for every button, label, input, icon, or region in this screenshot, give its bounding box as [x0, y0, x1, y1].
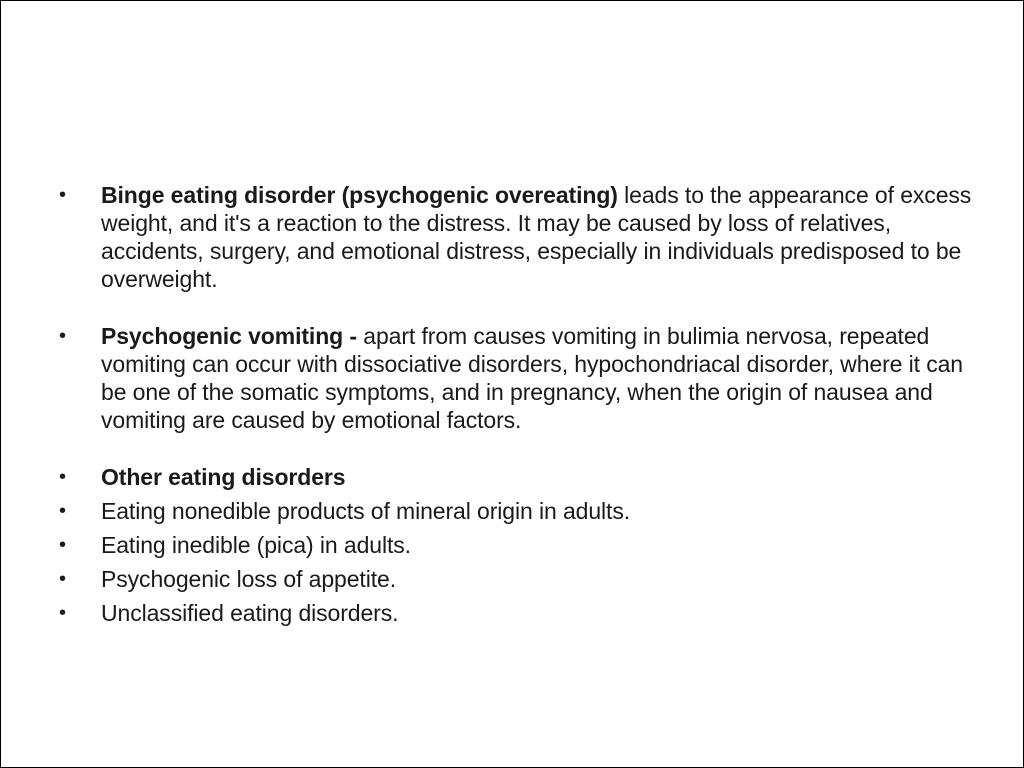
bullet-icon: • [59, 534, 66, 556]
bullet-text: Unclassified eating disorders. [101, 600, 399, 626]
bullet-pica [59, 531, 979, 559]
bullet-icon: • [59, 568, 66, 590]
bullet-icon: • [59, 184, 66, 206]
bullet-text: leads to the appearance of excess weight, and it's a reaction to the distress. It may be caused by loss of relatives, accidents, surgery, and emotional distress, especially in individuals predisposed to be overweight. [101, 182, 972, 292]
bullet-text: Psychogenic loss of appetite. [101, 566, 396, 592]
bullet-icon: • [59, 602, 66, 624]
bullet-other-eating-disorders [59, 463, 979, 491]
bullet-icon: • [59, 466, 66, 488]
bullet-text: Eating nonedible products of mineral origin in adults. [101, 498, 631, 524]
bullet-nonedible-mineral [59, 497, 979, 525]
bullet-icon: • [59, 500, 66, 522]
bullet-unclassified [59, 599, 979, 627]
bullet-heading: Binge eating disorder (psychogenic overeating) [101, 182, 618, 208]
bullet-heading: Psychogenic vomiting - [101, 323, 357, 349]
bullet-text: apart from causes vomiting in bulimia nervosa, repeated vomiting can occur with dissociative disorders, hypochondriacal disorder, where it can be one of the somatic symptoms, and in pregnancy, when the origin of nausea and vomiting are caused by emotional factors. [101, 323, 963, 433]
bullet-icon: • [59, 325, 66, 347]
bullet-psychogenic-vomiting [59, 322, 979, 434]
bullet-text: Eating inedible (pica) in adults. [101, 532, 411, 558]
bullet-loss-of-appetite [59, 565, 979, 593]
bullet-binge-eating [59, 181, 979, 293]
bullet-list [59, 181, 979, 627]
bullet-heading: Other eating disorders [101, 464, 346, 490]
